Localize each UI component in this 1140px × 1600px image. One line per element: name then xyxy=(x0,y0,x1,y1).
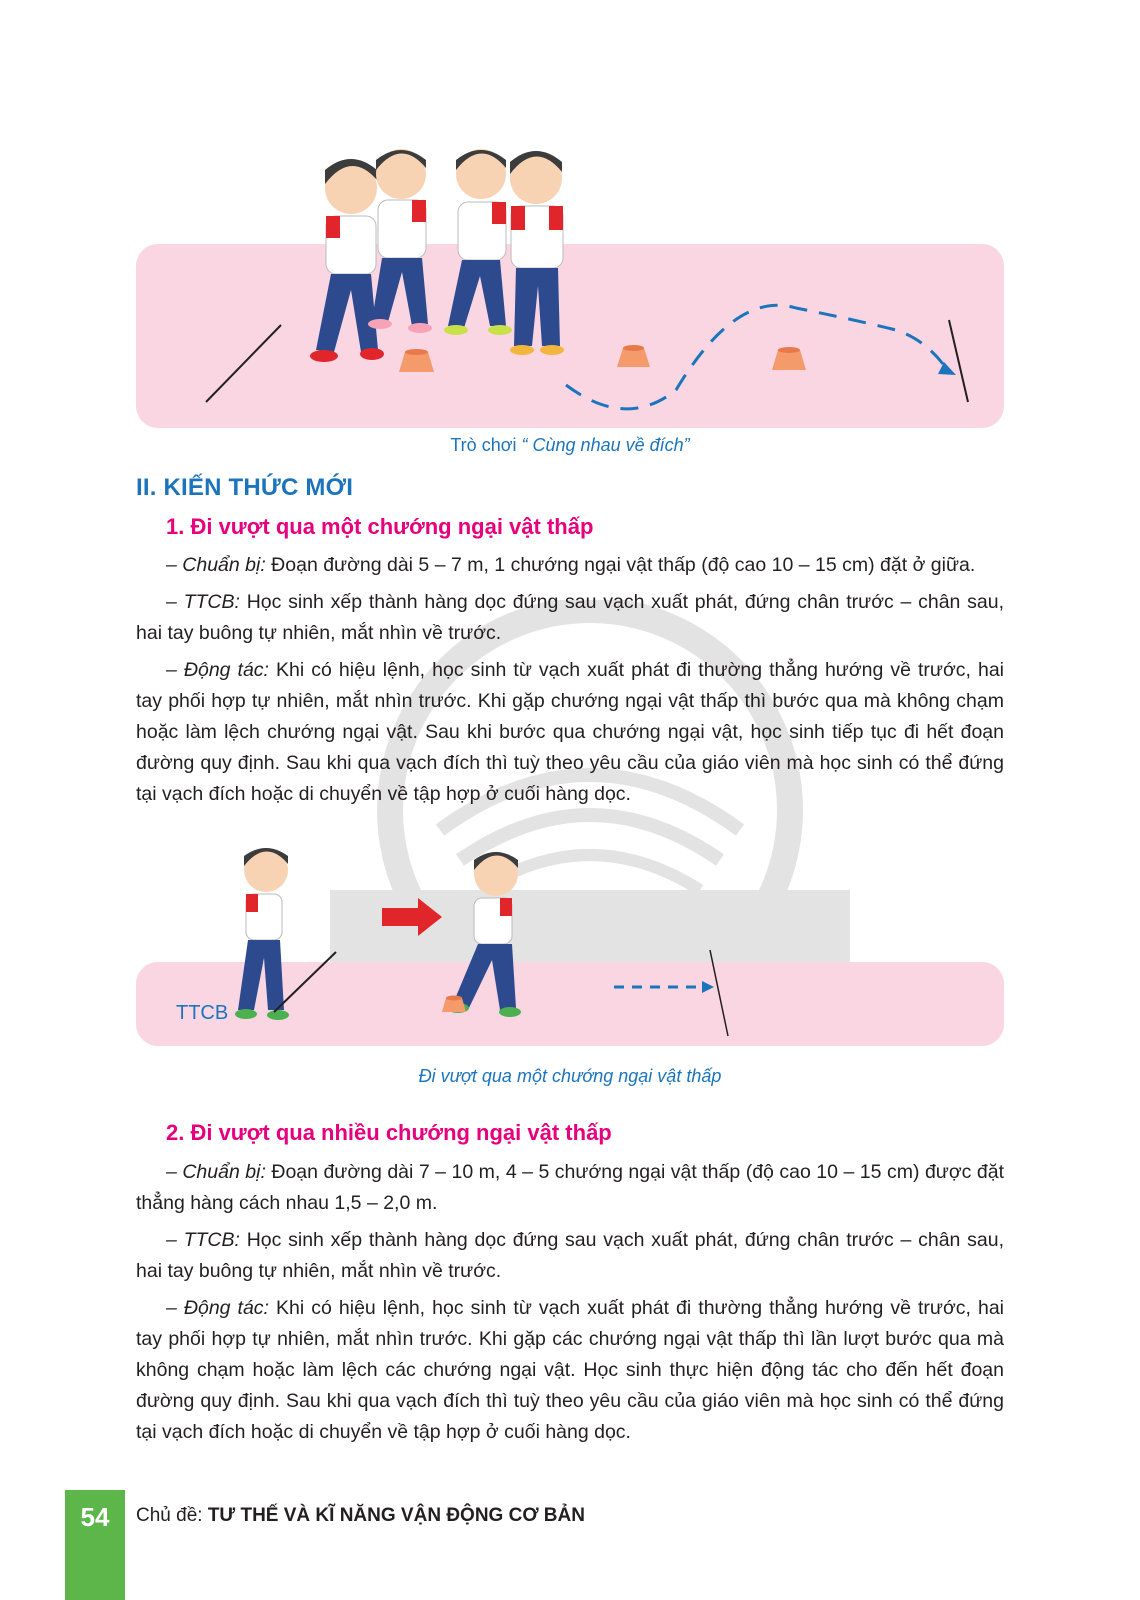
child-figure xyxy=(310,159,384,362)
part2-heading: 2. Đi vượt qua nhiều chướng ngại vật thấp xyxy=(166,1120,612,1145)
child-figure xyxy=(444,149,512,335)
finish-line xyxy=(710,950,728,1036)
part2-action-label: – Động tác: xyxy=(166,1297,269,1319)
figure2-illustration xyxy=(136,840,1004,1050)
part2-prep-label: – Chuẩn bị: xyxy=(166,1161,266,1183)
cone-icon xyxy=(617,345,650,367)
direction-arrow-icon xyxy=(382,898,442,936)
footer-topic-title: TƯ THẾ VÀ KĨ NĂNG VẬN ĐỘNG CƠ BẢN xyxy=(207,1505,585,1526)
figure1-illustration xyxy=(136,140,1004,430)
part1-prep-text: Đoạn đường dài 5 – 7 m, 1 chướng ngại vật thấp (độ cao 10 – 15 cm) đặt ở giữa. xyxy=(265,554,976,576)
finish-line xyxy=(949,320,968,402)
route-arrowhead xyxy=(702,981,714,993)
child-figure xyxy=(368,149,432,333)
part1-action-paragraph xyxy=(136,655,1004,810)
part2-action-text: Khi có hiệu lệnh, học sinh từ vạch xuất phát đi thường thẳng hướng về trước, hai tay phối hợp tự nhiên, mắt nhìn trước. Khi gặp các chướng ngại vật thấp thì lần lượt bước qua mà không chạm hoặc làm lệch các chướng ngại vật. Học sinh thực hiện động tác cho đến hết đoạn đường quy định. Sau khi qua vạch đích thì tuỳ theo yêu cầu của giáo viên mà học sinh có thể đứng tại vạch đích hoặc di chuyển về tập hợp ở cuối hàng dọc. xyxy=(136,1297,1004,1443)
child-figure-ready xyxy=(235,848,289,1020)
start-line xyxy=(206,325,281,402)
part2-prep-text: Đoạn đường dài 7 – 10 m, 4 – 5 chướng ngại vật thấp (độ cao 10 – 15 cm) được đặt thẳng hàng cách nhau 1,5 – 2,0 m. xyxy=(136,1161,1004,1214)
figure1-caption xyxy=(0,435,1140,456)
figure2-caption-text: Đi vượt qua một chướng ngại vật thấp xyxy=(418,1066,722,1086)
part2-ttcb-paragraph xyxy=(136,1225,1004,1287)
cone-icon xyxy=(772,347,806,370)
part2-action-paragraph xyxy=(136,1293,1004,1448)
part2-prep-paragraph xyxy=(136,1157,1004,1219)
figure1-caption-title: “ Cùng nhau về đích” xyxy=(521,435,690,455)
start-line xyxy=(274,952,336,1012)
part2-ttcb-text: Học sinh xếp thành hàng dọc đứng sau vạch xuất phát, đứng chân trước – chân sau, hai tay buông tự nhiên, mắt nhìn về trước. xyxy=(136,1229,1005,1282)
part1-ttcb-paragraph xyxy=(136,587,1004,649)
child-figure xyxy=(510,151,564,355)
figure1-caption-prefix: Trò chơi xyxy=(450,435,517,455)
part1-prep-paragraph xyxy=(166,550,1004,581)
part1-prep-label: – Chuẩn bị: xyxy=(166,554,266,576)
part1-action-label: – Động tác: xyxy=(166,659,269,681)
part1-action-text: Khi có hiệu lệnh, học sinh từ vạch xuất phát đi thường thẳng hướng về trước, hai tay phối hợp tự nhiên, mắt nhìn trước. Khi gặp chướng ngại vật thấp thì bước qua mà không chạm hoặc làm lệch chướng ngại vật. Sau khi bước qua chướng ngại vật, học sinh tiếp tục đi hết đoạn đường quy định. Sau khi qua vạch đích thì tuỳ theo yêu cầu của giáo viên mà học sinh có thể đứng tại vạch đích hoặc di chuyển về tập hợp ở cuối hàng dọc. xyxy=(136,659,1004,805)
child-figure-stepping xyxy=(447,852,521,1017)
route-arrowhead xyxy=(938,362,956,375)
footer-topic xyxy=(136,1505,585,1527)
figure2-ttcb-label: TTCB xyxy=(176,1002,229,1024)
section-heading: II. KIẾN THỨC MỚI xyxy=(136,474,354,501)
part1-ttcb-label: – TTCB: xyxy=(166,591,240,613)
part1-heading: 1. Đi vượt qua một chướng ngại vật thấp xyxy=(166,514,594,539)
footer-topic-label: Chủ đề: xyxy=(136,1505,203,1526)
part1-ttcb-text: Học sinh xếp thành hàng dọc đứng sau vạch xuất phát, đứng chân trước – chân sau, hai tay buông tự nhiên, mắt nhìn về trước. xyxy=(136,591,1005,644)
part2-ttcb-label: – TTCB: xyxy=(166,1229,240,1251)
cone-icon xyxy=(399,349,434,372)
page-number: 54 xyxy=(80,1502,110,1532)
figure2-caption xyxy=(0,1066,1140,1087)
